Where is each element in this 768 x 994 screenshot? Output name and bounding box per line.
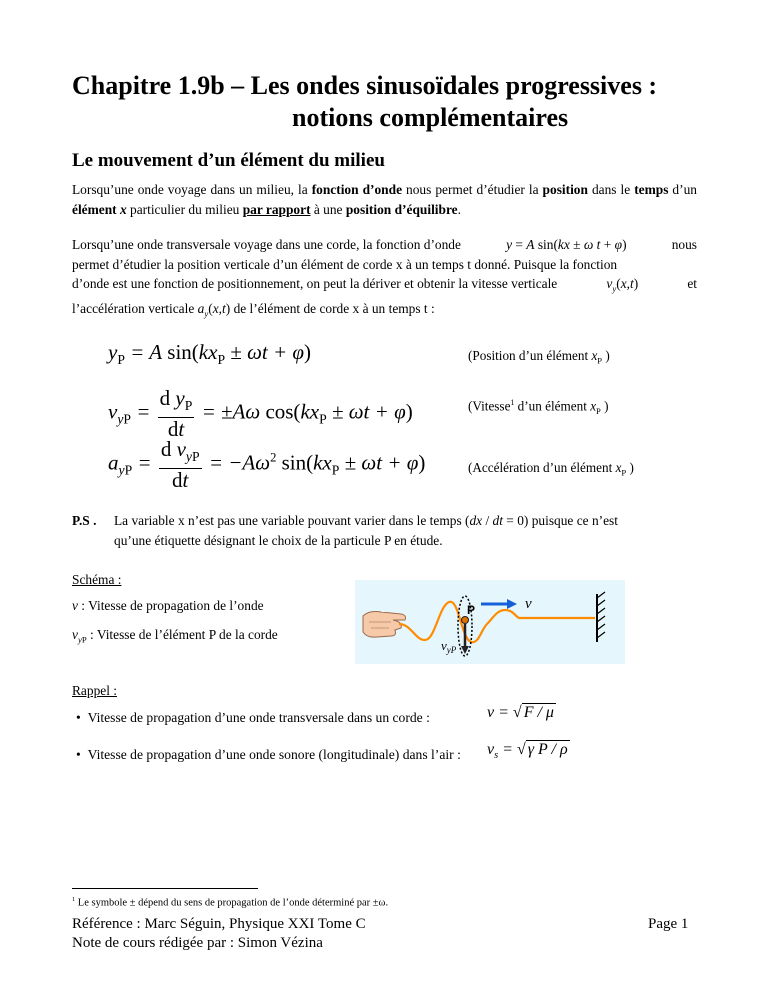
- footnote-separator: [72, 888, 258, 889]
- rappel-item-sound: • Vitesse de propagation d’une onde sonore (longitudinale) dans l’air :: [76, 747, 461, 762]
- equation-acceleration: $a_{yP}$ = $\frac{d v_{yP}}{dt}$ = $-A\omega^2$ $\sin(kx_P \pm \omega t + \varphi)$: [108, 437, 426, 493]
- label-position: (Position d’un élément $x_P$ ): [468, 348, 610, 366]
- footnote: $^1$ Le symbole ± dépend du sens de propagation de l’onde déterminé par ±ω.: [72, 896, 389, 909]
- footer-reference: Référence : Marc Séguin, Physique XXI Tome C: [72, 916, 366, 932]
- label-velocity: (Vitesse$^1$ d’un élément $x_P$ ): [468, 398, 609, 417]
- rope-paragraph: Lorsqu’une onde transversale voyage dans une corde, la fonction d’onde y = A sin(kx ± ω t + φ) nous permet d’étudier la position verticale d’un élément de corde x à un temps t donné. Puisque la fonction d’onde est une fonction de positionnement, on peut la dériver et obtenir la vitesse verticale $v_y(x,t)$ et l’accélération verticale $a_y(x,t)$ de l’élément de corde x à un temps t :: [72, 237, 697, 319]
- rappel-item-rope: • Vitesse de propagation d’une onde transversale dans un corde :: [76, 710, 430, 725]
- equation-velocity: $v_{yP}$ = $\frac{d y_P}{dt}$ = ±Aω $\cos(kx_P \pm \omega t + \varphi)$: [108, 386, 413, 442]
- formula-sound-speed: $v_s$ = √ γ P / ρ: [487, 741, 568, 762]
- wave-diagram: [355, 580, 625, 664]
- v-label: v: [525, 596, 532, 612]
- section-heading: Le mouvement d’un élément du milieu: [72, 150, 385, 171]
- wave-function-inline: y = A sin(kx ± ω t + φ): [506, 237, 627, 252]
- footer-page-number: Page 1: [648, 916, 689, 932]
- schema-heading: Schéma :: [72, 572, 122, 587]
- schema-vy-legend: $v_{yP}$ : Vitesse de l’élément P de la corde: [72, 627, 278, 645]
- rappel-heading: Rappel :: [72, 683, 117, 698]
- label-acceleration: (Accélération d’un élément $x_P$ ): [468, 460, 634, 478]
- page-title: [72, 70, 712, 134]
- p-label: P: [467, 603, 476, 617]
- equation-position: $y_P = A$ $\sin(kx_P \pm \omega t + \varphi)$: [108, 340, 312, 368]
- title-line-2: notions complémentaires: [292, 103, 569, 132]
- element-p-dot: [462, 617, 469, 624]
- footer-author: Note de cours rédigée par : Simon Vézina: [72, 935, 323, 951]
- title-line-1: Chapitre 1.9b – Les ondes sinusoïdales progressives :: [72, 71, 658, 100]
- ps-note: P.S . La variable x n’est pas une variable pouvant varier dans le temps (dx / dt = 0) puisque ce n’est qu’une étiquette désignant le choix de la particule P en étude.: [72, 511, 697, 550]
- vyp-label: $v_{yP}$: [441, 638, 457, 655]
- intro-paragraph: Lorsqu’une onde voyage dans un milieu, la fonction d’onde nous permet d’étudier la position dans le temps d’un élément x particulier du milieu par rapport à une position d’équilibre.: [72, 182, 697, 217]
- formula-rope-speed: v = √ F / μ: [487, 704, 554, 721]
- schema-v-legend: v : Vitesse de propagation de l’onde: [72, 598, 264, 613]
- ps-tag: P.S .: [72, 513, 97, 528]
